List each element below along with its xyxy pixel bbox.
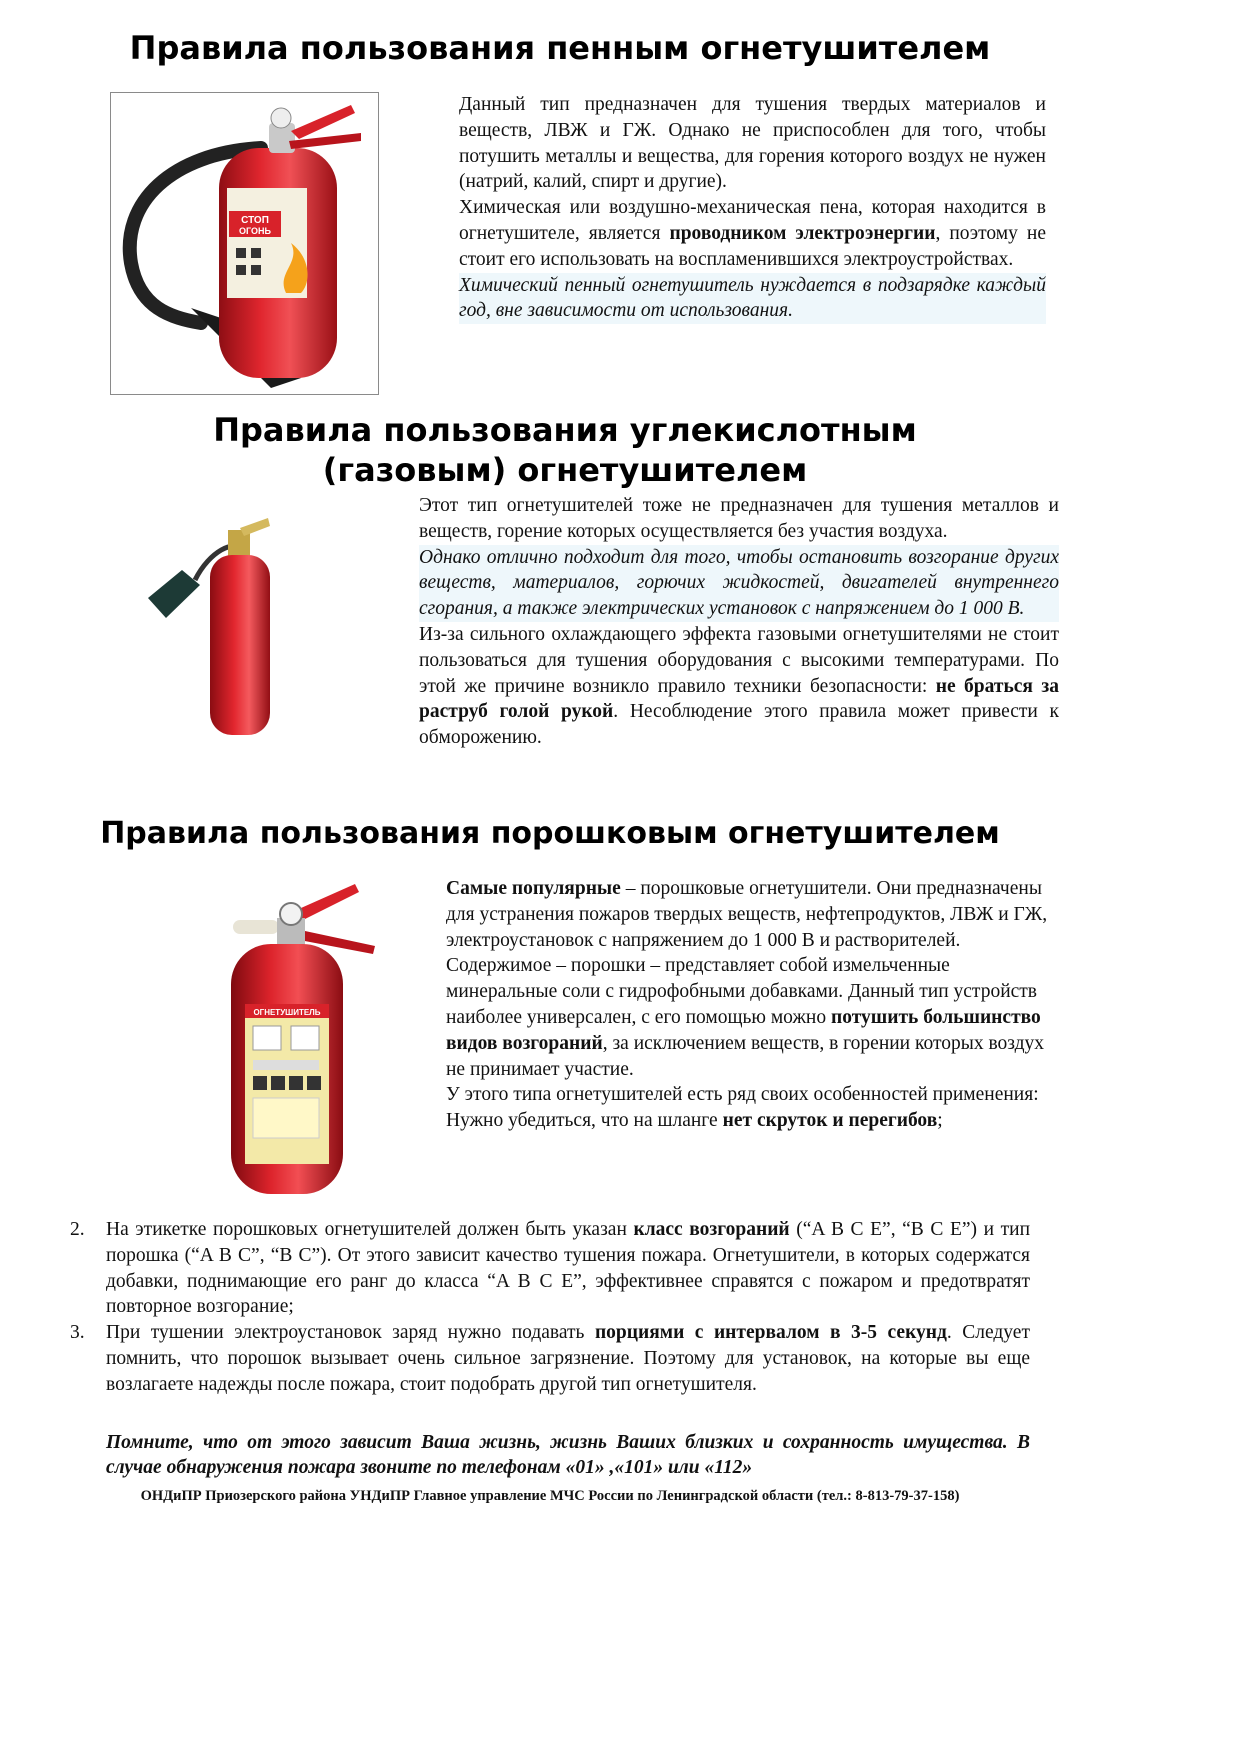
foam-paragraph-3: Химический пенный огнетушитель нуждается в подзарядке каждый год, вне зависимости от использования. <box>459 273 1046 325</box>
rules-list <box>70 1217 1030 1398</box>
list-item-emphasis: класс возгораний <box>633 1219 790 1240</box>
foam-extinguisher-image <box>110 92 379 395</box>
powder-extinguisher-image <box>225 876 385 1198</box>
footer-text: ОНДиПР Приозерского района УНДиПР Главное управление МЧС России по Ленинградской области (тел.: 8-813-79-37-158) <box>140 1488 960 1504</box>
powder-paragraph-2-emphasis: потушить большинство видов возгораний <box>446 1006 1041 1054</box>
co2-extinguisher-image <box>140 510 280 742</box>
powder-section-title: Правила пользования порошковым огнетушителем <box>100 816 1000 851</box>
list-item-number: 2. <box>70 1219 85 1240</box>
warning-text: Помните, что от этого зависит Ваша жизнь, жизнь Ваших близких и сохранность имущества. В случае обнаружения пожара звоните по телефонам «01» ,«101» или «112» <box>106 1431 1030 1479</box>
powder-paragraph-1-emphasis: Самые популярные <box>446 878 621 899</box>
foam-paragraph-2: Химическая или воздушно-механическая пена, которая находится в огнетушителе, является проводником электроэнергии, поэтому не стоит его использовать на воспламенившихся электроустройствах. <box>459 197 1047 270</box>
list-item: 3. При тушении электроустановок заряд нужно подавать порциями с интервалом в 3-5 секунд. Следует помнить, что порошок вызывает очень сильное загрязнение. Поэтому для установок, на которые вы еще возлагаете надежды после пожара, стоит подобрать другой тип огнетушителя. <box>70 1322 1030 1395</box>
powder-label-title: ОГНЕТУШИТЕЛЬ <box>253 1008 321 1017</box>
list-item-emphasis: порциями с интервалом в 3-5 секунд <box>594 1322 947 1344</box>
list-item-number: 3. <box>70 1322 85 1344</box>
co2-description <box>419 493 1059 751</box>
powder-paragraph-2: Содержимое – порошки – представляет собой измельченные минеральные соли с гидрофобными добавками. Данный тип устройств наиболее универсален, с его помощью можно потушить большинство видов возгораний, за исключением веществ, в горении которых воздух не принимает участие. <box>446 955 1045 1080</box>
powder-paragraph-3: У этого типа огнетушителей есть ряд своих особенностей применения: <box>446 1084 1039 1106</box>
foam-label-bottom: ОГОНЬ <box>239 226 271 236</box>
foam-paragraph-2-emphasis: проводником электроэнергии <box>669 222 936 244</box>
co2-paragraph-1: Этот тип огнетушителей тоже не предназначен для тушения металлов и веществ, горение которых осуществляется без участия воздуха. <box>419 495 1059 542</box>
foam-paragraph-1: Данный тип предназначен для тушения твердых материалов и веществ, ЛВЖ и ГЖ. Однако не приспособлен для того, чтобы потушить металлы и вещества, для горения которого воздух не нужен (натрий, калий, спирт и другие). <box>459 94 1046 193</box>
foam-label-top: СТОП <box>241 215 269 226</box>
co2-paragraph-3-emphasis: не браться за раструб голой рукой <box>419 675 1059 723</box>
co2-section-title: Правила пользования углекислотным (газовым) огнетушителем <box>213 411 917 489</box>
list-item: 2. На этикетке порошковых огнетушителей должен быть указан класс возгораний (“A B C E”, “B C E”) и тип порошка (“A B C”, “B C”). От этого зависит качество тушения пожара. Огнетушители, в которых содержатся добавки, поднимающие его ранг до класса “A B C E”, эффективнее справятся с пожаром и предотвратят повторное возгорание; <box>70 1219 1030 1318</box>
powder-paragraph-4: Нужно убедиться, что на шланге нет скруток и перегибов; <box>446 1110 943 1132</box>
powder-paragraph-1: Самые популярные – порошковые огнетушители. Они предназначены для устранения пожаров твердых веществ, нефтепродуктов, ЛВЖ и ГЖ, электроустановок с напряжением до 1 000 В и растворителей. <box>446 878 1048 951</box>
powder-description <box>446 876 1050 1134</box>
foam-section-title: Правила пользования пенным огнетушителем <box>129 29 991 67</box>
co2-paragraph-2: Однако отлично подходит для того, чтобы остановить возгорание других веществ, материалов, горючих жидкостей, двигателей внутреннего сгорания, а также электрических установок с напряжением до 1 000 В. <box>419 545 1059 622</box>
foam-description <box>459 92 1046 324</box>
powder-paragraph-4-emphasis: нет скруток и перегибов <box>722 1110 938 1132</box>
co2-paragraph-3: Из-за сильного охлаждающего эффекта газовыми огнетушителями не стоит пользоваться для тушения оборудования с высокими температурами. По этой же причине возникло правило техники безопасности: не браться за раструб голой рукой. Несоблюдение этого правила может привести к обморожению. <box>419 623 1059 749</box>
